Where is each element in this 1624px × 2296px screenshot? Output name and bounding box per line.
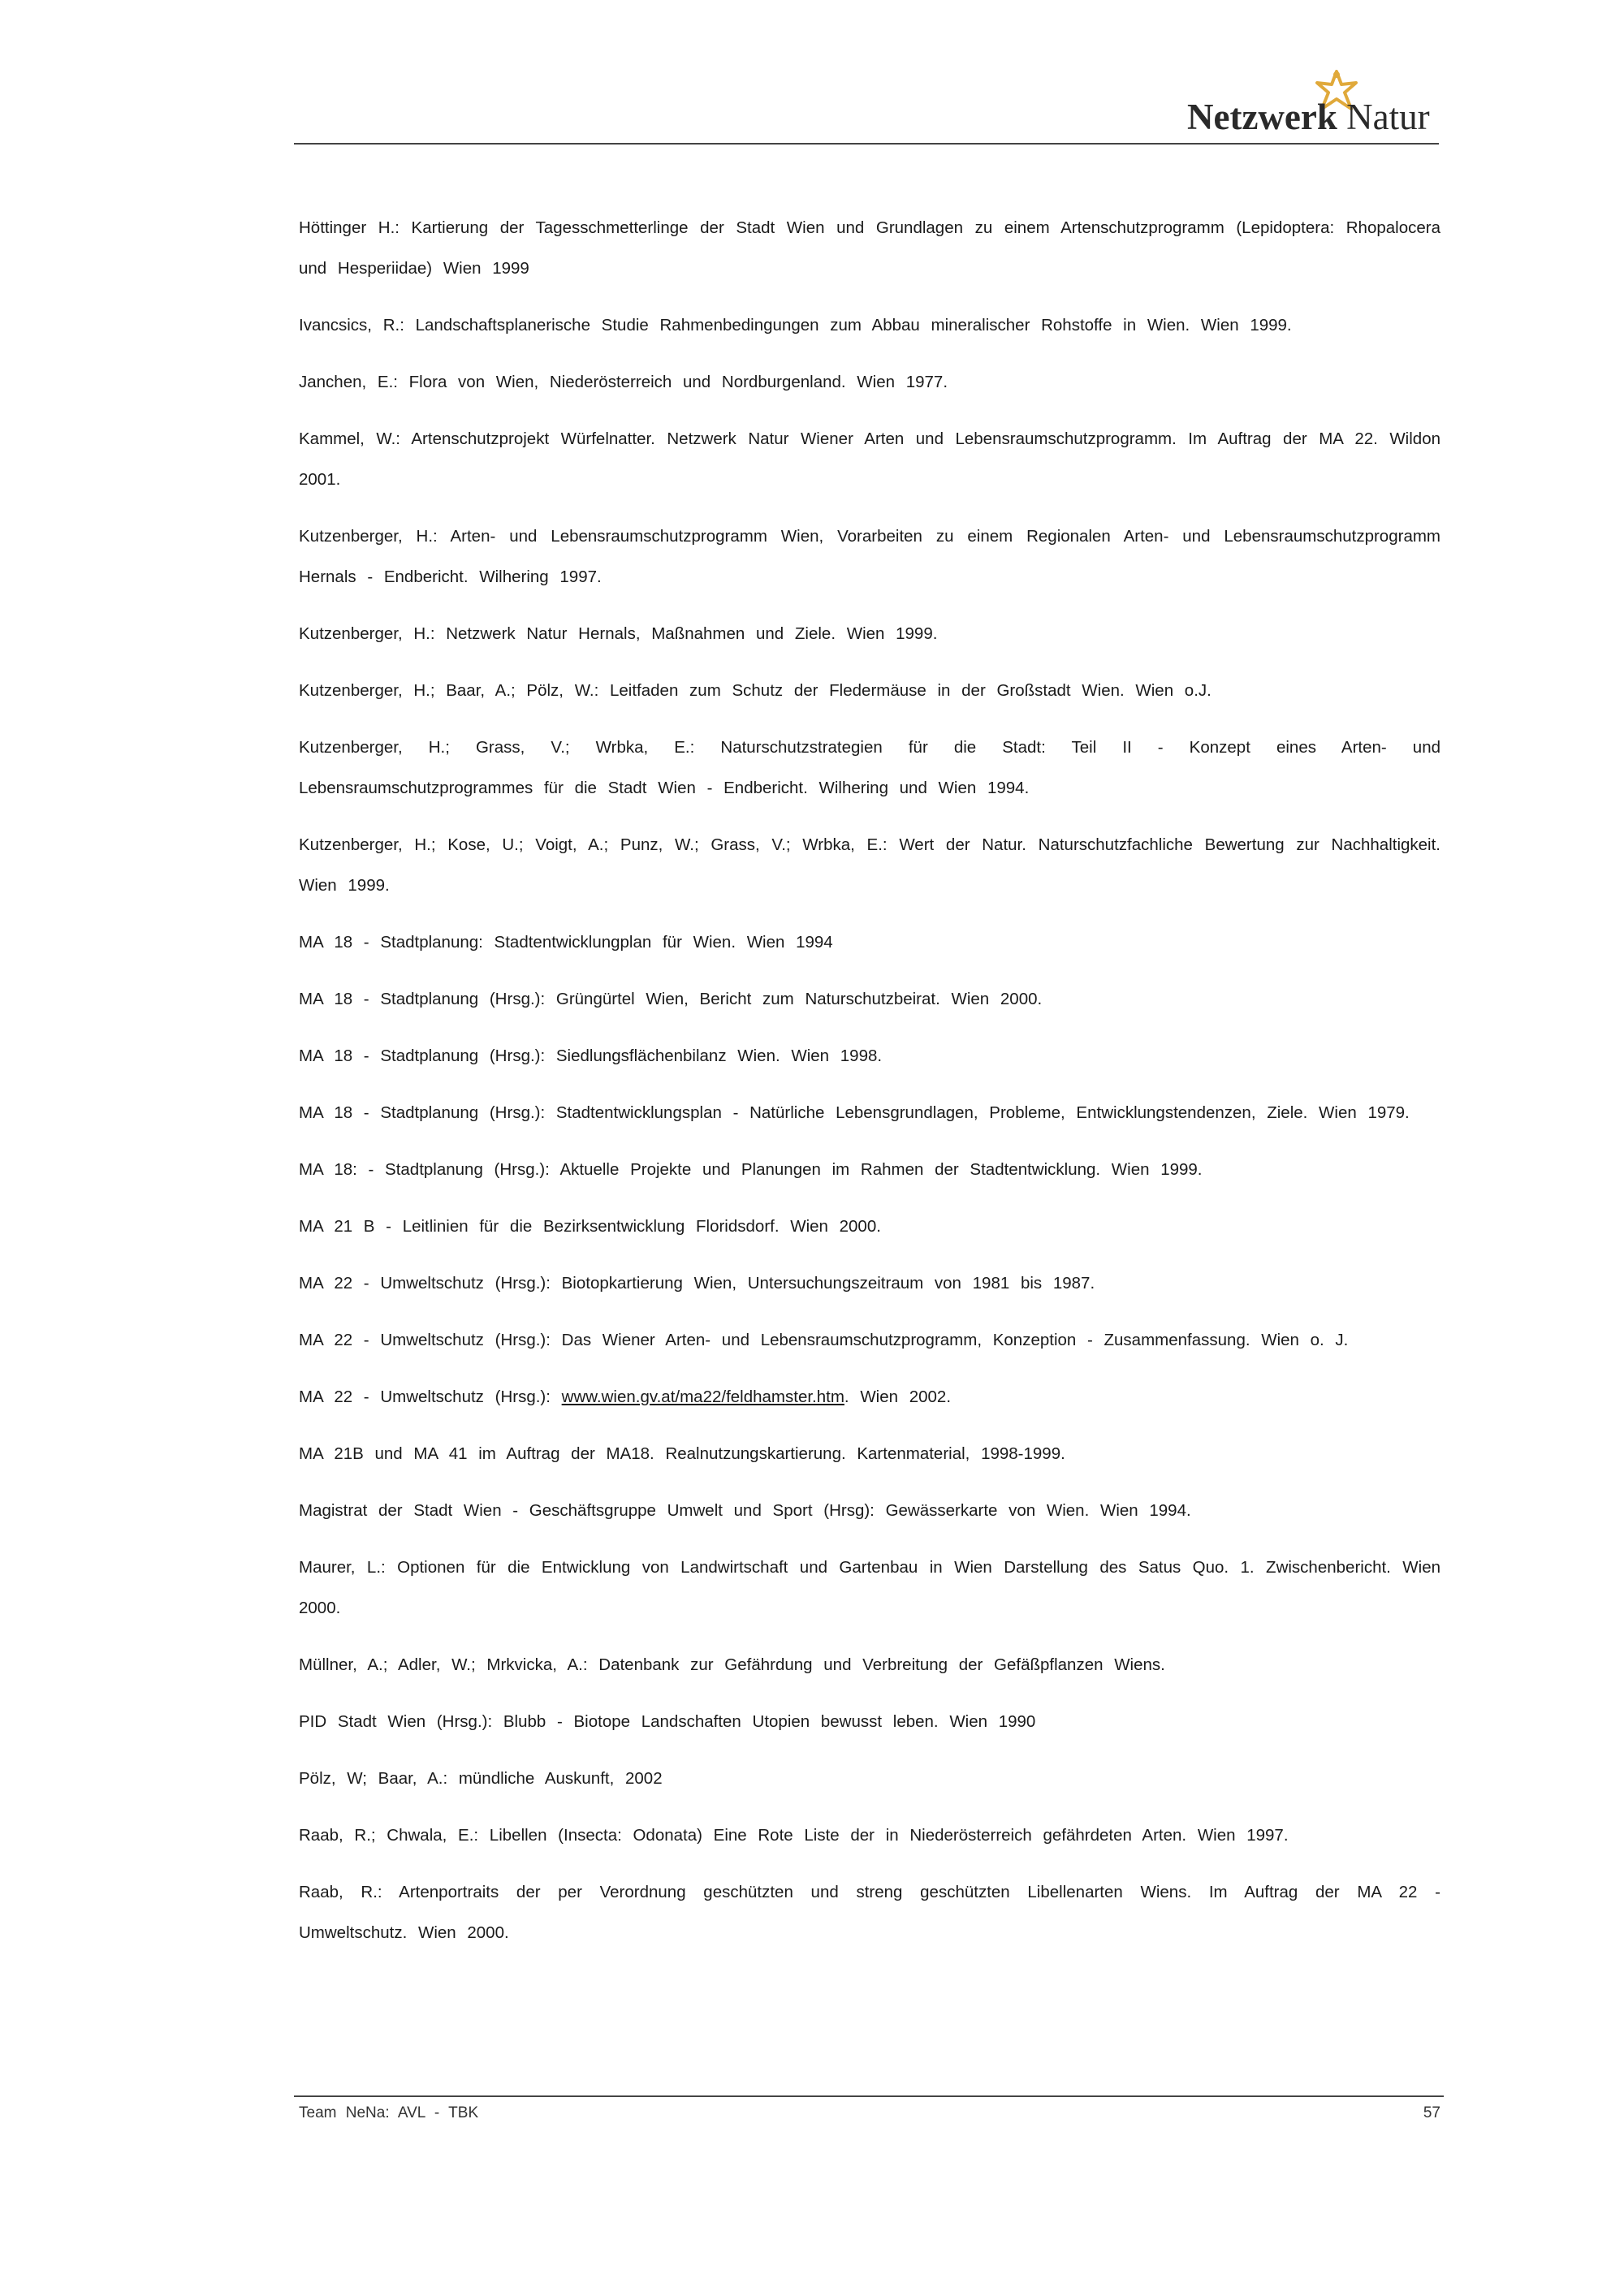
reference-link[interactable]: www.wien.gv.at/ma22/feldhamster.htm [561,1388,844,1406]
reference-text: MA 22 - Umweltschutz (Hrsg.): [299,1388,562,1406]
reference-entry: MA 18 - Stadtplanung (Hrsg.): Siedlungsflächenbilanz Wien. Wien 1998. [299,1047,883,1065]
reference-entry: MA 21B und MA 41 im Auftrag der MA18. Realnutzungskartierung. Kartenmaterial, 1998-1999. [299,1444,1065,1463]
reference-entry: Maurer, L.: Optionen für die Entwicklung von Landwirtschaft und Gartenbau in Wien Darstellung des Satus Quo. 1. Zwischenbericht. Wien 2000. [299,1558,1440,1617]
reference-text: . Wien 2002. [844,1388,952,1406]
reference-entry: MA 18: - Stadtplanung (Hrsg.): Aktuelle Projekte und Planungen im Rahmen der Stadtentwicklung. Wien 1999. [299,1160,1203,1179]
reference-entry: MA 21 B - Leitlinien für die Bezirksentwicklung Floridsdorf. Wien 2000. [299,1217,881,1236]
reference-entry: PID Stadt Wien (Hrsg.): Blubb - Biotope Landschaften Utopien bewusst leben. Wien 1990 [299,1712,1036,1731]
reference-entry: Kutzenberger, H.: Netzwerk Natur Hernals, Maßnahmen und Ziele. Wien 1999. [299,624,938,643]
reference-entry: MA 22 - Umweltschutz (Hrsg.): Biotopkartierung Wien, Untersuchungszeitraum von 1981 bis 1987. [299,1274,1095,1293]
footer-team-label: Team NeNa: AVL - TBK [299,2104,479,2121]
logo-word-netzwerk: Netzwerk [1187,97,1337,137]
reference-entry: Kammel, W.: Artenschutzprojekt Würfelnatter. Netzwerk Natur Wiener Arten und Lebensraumschutzprogramm. Im Auftrag der MA 22. Wildon 2001. [299,429,1440,489]
reference-entry: Müllner, A.; Adler, W.; Mrkvicka, A.: Datenbank zur Gefährdung und Verbreitung der Gefäßpflanzen Wiens. [299,1655,1165,1674]
footer-rule [294,2095,1444,2097]
page-number: 57 [1423,2104,1440,2121]
reference-entry: Ivancsics, R.: Landschaftsplanerische Studie Rahmenbedingungen zum Abbau mineralischer Rohstoffe in Wien. Wien 1999. [299,316,1292,334]
reference-entry: Magistrat der Stadt Wien - Geschäftsgruppe Umwelt und Sport (Hrsg): Gewässerkarte von Wien. Wien 1994. [299,1501,1191,1520]
reference-entry: MA 22 - Umweltschutz (Hrsg.): Das Wiener Arten- und Lebensraumschutzprogramm, Konzeption - Zusammenfassung. Wien o. J. [299,1331,1349,1349]
reference-entry: Kutzenberger, H.: Arten- und Lebensraumschutzprogramm Wien, Vorarbeiten zu einem Regionalen Arten- und Lebensraumschutzprogramm Hernals - Endbericht. Wilhering 1997. [299,527,1440,586]
reference-entry: Höttinger H.: Kartierung der Tagesschmetterlinge der Stadt Wien und Grundlagen zu einem Artenschutzprogramm (Lepidoptera: Rhopalocera und Hesperiidae) Wien 1999 [299,218,1440,278]
header-rule [294,143,1439,145]
reference-entry: Raab, R.; Chwala, E.: Libellen (Insecta: Odonata) Eine Rote Liste der in Niederösterreich gefährdeten Arten. Wien 1997. [299,1826,1289,1845]
reference-entry: Kutzenberger, H.; Grass, V.; Wrbka, E.: Naturschutzstrategien für die Stadt: Teil II - Konzept eines Arten- und Lebensraumschutzprogrammes für die Stadt Wien - Endbericht. Wilhering und Wien 1994. [299,738,1440,797]
reference-entry: Kutzenberger, H.; Kose, U.; Voigt, A.; Punz, W.; Grass, V.; Wrbka, E.: Wert der Natur. Naturschutzfachliche Bewertung zur Nachhaltigkeit. Wien 1999. [299,835,1440,895]
reference-entry: MA 18 - Stadtplanung (Hrsg.): Grüngürtel Wien, Bericht zum Naturschutzbeirat. Wien 2000. [299,990,1043,1008]
reference-entry [299,1377,1440,1418]
reference-list [299,208,1440,1970]
netzwerk-natur-logo [1169,68,1429,141]
reference-entry: Kutzenberger, H.; Baar, A.; Pölz, W.: Leitfaden zum Schutz der Fledermäuse in der Großstadt Wien. Wien o.J. [299,681,1212,700]
reference-entry: Raab, R.: Artenportraits der per Verordnung geschützten und streng geschützten Libellenarten Wiens. Im Auftrag der MA 22 - Umweltschutz. Wien 2000. [299,1883,1440,1942]
logo-wordmark [1187,96,1430,138]
reference-entry: MA 18 - Stadtplanung: Stadtentwicklungplan für Wien. Wien 1994 [299,933,833,952]
logo-word-natur: Natur [1346,97,1430,137]
reference-entry: Janchen, E.: Flora von Wien, Niederösterreich und Nordburgenland. Wien 1977. [299,373,948,391]
reference-entry: MA 18 - Stadtplanung (Hrsg.): Stadtentwicklungsplan - Natürliche Lebensgrundlagen, Probleme, Entwicklungstendenzen, Ziele. Wien 1979. [299,1103,1410,1122]
reference-entry: Pölz, W; Baar, A.: mündliche Auskunft, 2002 [299,1769,663,1788]
